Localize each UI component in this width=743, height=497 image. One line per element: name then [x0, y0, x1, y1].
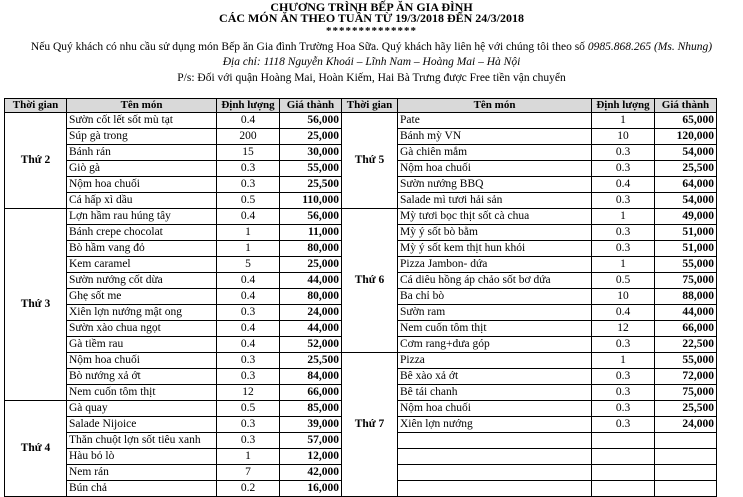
col-time: Thời gian	[5, 99, 67, 113]
dish-quantity: 1	[592, 113, 655, 129]
dish-price: 42,000	[280, 465, 342, 481]
dish-price: 56,000	[280, 209, 342, 225]
dish-name: Súp gà trong	[67, 129, 217, 145]
dish-price: 55,000	[280, 161, 342, 177]
dish-name: Bê xào xả ớt	[398, 369, 592, 385]
dish-quantity: 0.5	[592, 273, 655, 289]
dish-quantity: 0.3	[217, 369, 280, 385]
dish-price: 55,000	[655, 353, 717, 369]
dish-name: Bò nướng xả ớt	[67, 369, 217, 385]
dish-price: 75,000	[655, 273, 717, 289]
menu-body	[5, 113, 717, 497]
dish-quantity: 12	[217, 385, 280, 401]
dish-quantity: 7	[217, 465, 280, 481]
dish-name: Bún chả	[67, 481, 217, 497]
dish-price: 85,000	[280, 401, 342, 417]
dish-quantity: 0.4	[592, 305, 655, 321]
dish-quantity: 0.3	[592, 145, 655, 161]
dish-price: 51,000	[655, 241, 717, 257]
dish-price: 52,000	[280, 337, 342, 353]
dish-price: 30,000	[280, 145, 342, 161]
col-qty: Định lượng	[217, 99, 280, 113]
table-row	[5, 113, 717, 129]
day-label: Thứ 7	[342, 353, 398, 497]
dish-quantity: 0.3	[217, 417, 280, 433]
day-label: Thứ 4	[5, 401, 67, 497]
dish-name: Cơm rang+dưa góp	[398, 337, 592, 353]
dish-price: 88,000	[655, 289, 717, 305]
dish-quantity: 0.3	[592, 369, 655, 385]
dish-price: 44,000	[655, 305, 717, 321]
col-price: Giá thành	[280, 99, 342, 113]
dish-name: Nộm hoa chuối	[67, 353, 217, 369]
dish-name: Bánh rán	[67, 145, 217, 161]
dish-name	[398, 449, 592, 465]
dish-price: 11,000	[280, 225, 342, 241]
dish-price: 44,000	[280, 273, 342, 289]
dish-price: 84,000	[280, 369, 342, 385]
dish-quantity: 10	[592, 129, 655, 145]
dish-name: Mỳ tươi bọc thịt sốt cà chua	[398, 209, 592, 225]
dish-price: 66,000	[655, 321, 717, 337]
dish-price: 110,000	[280, 193, 342, 209]
dish-quantity: 1	[592, 209, 655, 225]
dish-price	[655, 465, 717, 481]
dish-price: 75,000	[655, 385, 717, 401]
dish-price: 72,000	[655, 369, 717, 385]
dish-price	[655, 481, 717, 497]
dish-quantity: 0.4	[217, 113, 280, 129]
dish-price: 12,000	[280, 449, 342, 465]
dish-price: 55,000	[655, 257, 717, 273]
address-line: Địa chỉ: 1118 Nguyễn Khoái – Lĩnh Nam – Hoàng Mai – Hà Nội	[222, 56, 521, 68]
dish-price: 57,000	[280, 433, 342, 449]
dish-name: Cá diêu hồng áp chảo sốt bơ dứa	[398, 273, 592, 289]
dish-name: Pizza Jambon- dứa	[398, 257, 592, 273]
dish-price	[655, 449, 717, 465]
dish-quantity: 0.4	[217, 289, 280, 305]
dish-quantity: 0.4	[592, 177, 655, 193]
dish-name: Sườn ram	[398, 305, 592, 321]
dish-name: Mỳ ý sốt kem thịt hun khói	[398, 241, 592, 257]
dish-name: Gà quay	[67, 401, 217, 417]
dish-quantity	[592, 449, 655, 465]
dish-name: Bò hầm vang đỏ	[67, 241, 217, 257]
dish-name: Ba chỉ bò	[398, 289, 592, 305]
dish-quantity: 1	[217, 449, 280, 465]
dish-name: Nộm hoa chuối	[398, 401, 592, 417]
dish-price: 65,000	[655, 113, 717, 129]
dish-quantity: 0.3	[217, 433, 280, 449]
dish-price	[655, 433, 717, 449]
dish-quantity: 1	[217, 241, 280, 257]
dish-name: Bánh mỳ VN	[398, 129, 592, 145]
dish-quantity: 0.4	[217, 321, 280, 337]
dish-name: Salade mì tươi hải sản	[398, 193, 592, 209]
dish-name: Sườn nướng BBQ	[398, 177, 592, 193]
dish-name	[398, 465, 592, 481]
dish-name: Nem rán	[67, 465, 217, 481]
dish-name: Giò gà	[67, 161, 217, 177]
table-row	[5, 209, 717, 225]
dish-name	[398, 433, 592, 449]
dish-quantity: 0.3	[217, 161, 280, 177]
stars-divider: **************	[326, 25, 417, 37]
contact-phone: 0985.868.265 (Ms. Nhung)	[587, 41, 713, 53]
dish-price: 22,500	[655, 337, 717, 353]
dish-name: Sườn xào chua ngọt	[67, 321, 217, 337]
dish-quantity: 5	[217, 257, 280, 273]
day-label: Thứ 2	[5, 113, 67, 209]
dish-name	[398, 481, 592, 497]
dish-name: Lợn hầm rau húng tây	[67, 209, 217, 225]
col-time-right: Thời gian	[342, 99, 398, 113]
title-program: CHƯƠNG TRÌNH BẾP ĂN GIA ĐÌNH	[270, 0, 473, 14]
dish-name: Cá hấp xì dầu	[67, 193, 217, 209]
dish-quantity: 0.3	[592, 241, 655, 257]
dish-price: 49,000	[655, 209, 717, 225]
dish-price: 56,000	[280, 113, 342, 129]
dish-price: 25,000	[280, 129, 342, 145]
dish-price: 39,000	[280, 417, 342, 433]
dish-name: Pate	[398, 113, 592, 129]
dish-price: 54,000	[655, 193, 717, 209]
dish-name: Nộm hoa chuối	[67, 177, 217, 193]
dish-quantity: 10	[592, 289, 655, 305]
dish-quantity	[592, 433, 655, 449]
dish-price: 25,500	[280, 353, 342, 369]
dish-quantity: 0.3	[592, 225, 655, 241]
dish-quantity: 0.3	[217, 177, 280, 193]
title-week: CÁC MÓN ĂN THEO TUẦN TỪ 19/3/2018 ĐẾN 24/3/2018	[219, 11, 524, 25]
col-qty-right: Định lượng	[592, 99, 655, 113]
dish-quantity: 0.3	[592, 417, 655, 433]
dish-price: 16,000	[280, 481, 342, 497]
dish-name: Ghẹ sốt me	[67, 289, 217, 305]
day-label: Thứ 5	[342, 113, 398, 209]
dish-quantity: 0.3	[592, 385, 655, 401]
dish-price: 51,000	[655, 225, 717, 241]
dish-quantity: 0.3	[592, 161, 655, 177]
dish-quantity: 0.3	[592, 401, 655, 417]
dish-name: Kem caramel	[67, 257, 217, 273]
dish-name: Bê tái chanh	[398, 385, 592, 401]
dish-quantity: 15	[217, 145, 280, 161]
dish-name: Nem cuốn tôm thịt	[67, 385, 217, 401]
dish-name: Pizza	[398, 353, 592, 369]
dish-name: Bánh crepe chocolat	[67, 225, 217, 241]
dish-quantity: 1	[592, 257, 655, 273]
dish-quantity: 0.5	[217, 401, 280, 417]
dish-quantity: 1	[217, 225, 280, 241]
header-row	[5, 99, 717, 113]
contact-line	[0, 41, 743, 53]
dish-name: Gà chiên mắm	[398, 145, 592, 161]
dish-quantity: 0.4	[217, 209, 280, 225]
dish-quantity	[592, 465, 655, 481]
dish-price: 25,500	[280, 177, 342, 193]
col-dish-right: Tên món	[398, 99, 592, 113]
dish-price: 44,000	[280, 321, 342, 337]
dish-quantity: 200	[217, 129, 280, 145]
shipping-note: P/s: Đối với quận Hoàng Mai, Hoàn Kiếm, Hai Bà Trưng được Free tiền vận chuyển	[177, 72, 566, 84]
dish-quantity: 12	[592, 321, 655, 337]
dish-quantity: 0.4	[217, 337, 280, 353]
dish-name: Hàu bỏ lò	[67, 449, 217, 465]
dish-price: 120,000	[655, 129, 717, 145]
dish-price: 25,500	[655, 401, 717, 417]
col-price-right: Giá thành	[655, 99, 717, 113]
menu-table	[4, 98, 717, 497]
dish-name: Sườn nướng cốt dừa	[67, 273, 217, 289]
dish-name: Nộm hoa chuối	[398, 161, 592, 177]
dish-quantity: 0.3	[217, 353, 280, 369]
dish-name: Thăn chuột lợn sốt tiêu xanh	[67, 433, 217, 449]
dish-quantity: 0.3	[217, 305, 280, 321]
dish-quantity: 0.5	[217, 193, 280, 209]
dish-price: 80,000	[280, 289, 342, 305]
dish-price: 54,000	[655, 145, 717, 161]
dish-name: Sườn cốt lết sốt mù tạt	[67, 113, 217, 129]
dish-price: 25,000	[280, 257, 342, 273]
dish-name: Mỳ ý sốt bò bằm	[398, 225, 592, 241]
dish-quantity: 0.2	[217, 481, 280, 497]
dish-quantity: 0.3	[592, 193, 655, 209]
dish-quantity: 0.4	[217, 273, 280, 289]
dish-price: 66,000	[280, 385, 342, 401]
dish-name: Xiên lợn nướng	[398, 417, 592, 433]
dish-price: 25,500	[655, 161, 717, 177]
dish-quantity: 1	[592, 353, 655, 369]
dish-price: 24,000	[280, 305, 342, 321]
dish-name: Gà tiềm rau	[67, 337, 217, 353]
col-dish: Tên món	[67, 99, 217, 113]
dish-quantity: 0.3	[592, 337, 655, 353]
dish-name: Salade Nijoice	[67, 417, 217, 433]
contact-text: Nếu Quý khách có nhu cầu sử dụng món Bếp ăn Gia đình Trường Hoa Sữa. Quý khách hãy liên hệ với chúng tôi theo số	[30, 41, 588, 53]
dish-name: Nem cuốn tôm thịt	[398, 321, 592, 337]
day-label: Thứ 3	[5, 209, 67, 401]
dish-price: 80,000	[280, 241, 342, 257]
dish-quantity	[592, 481, 655, 497]
day-label: Thứ 6	[342, 209, 398, 353]
dish-price: 24,000	[655, 417, 717, 433]
dish-price: 64,000	[655, 177, 717, 193]
dish-name: Xiên lợn nướng mật ong	[67, 305, 217, 321]
table-row	[5, 353, 717, 369]
